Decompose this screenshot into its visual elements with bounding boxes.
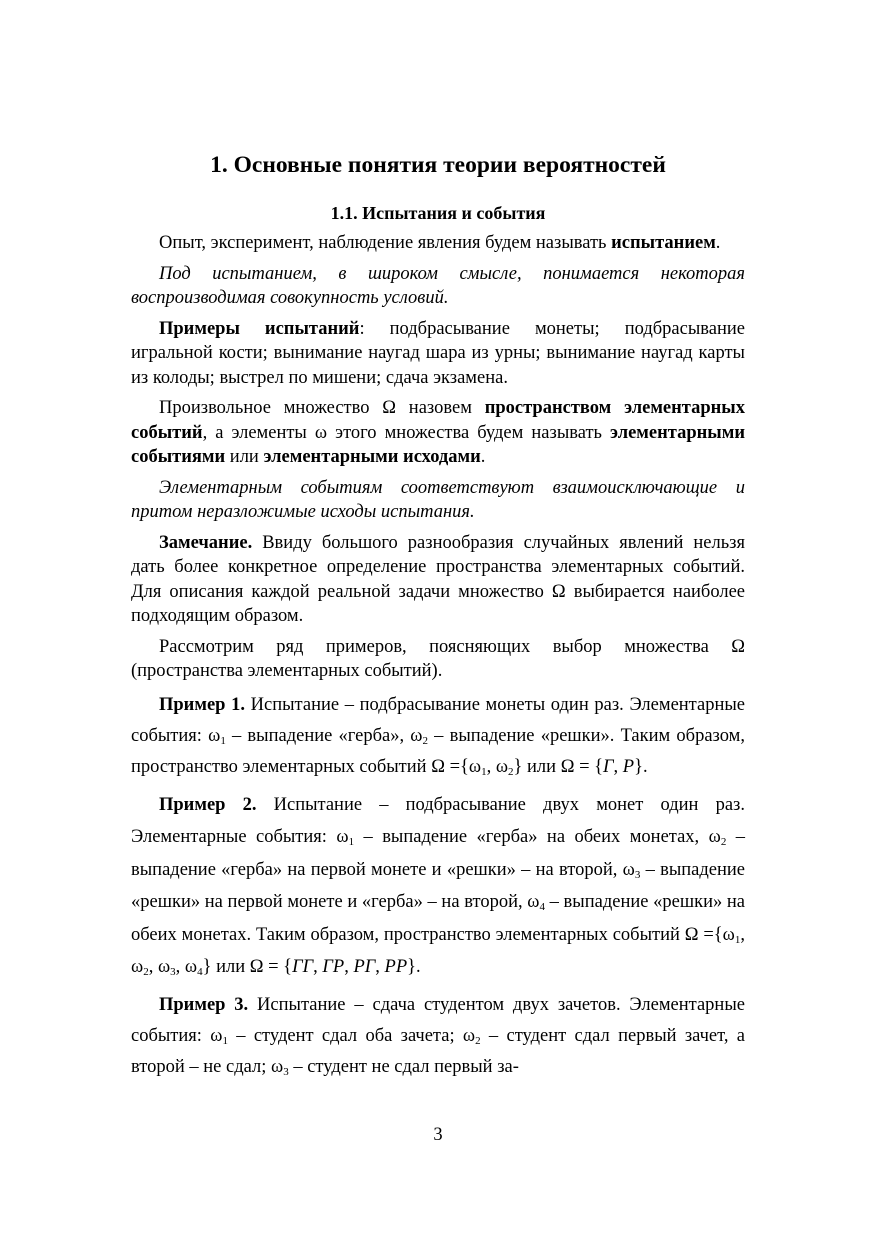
example-1-lead: Пример 1. — [159, 694, 245, 715]
omega-3: $\omega_3$ — [271, 1056, 289, 1078]
omega-4: $\omega_4$ — [527, 892, 545, 913]
examples-lead: Примеры испытаний — [159, 318, 360, 339]
term-elementary-events: элементарными событиями — [131, 422, 745, 467]
chapter-title: 1. Основные понятия теории вероятностей — [210, 152, 666, 178]
section-title: 1.1. Испытания и события — [330, 203, 546, 223]
term-elementary-outcomes: элементарными исходами — [263, 447, 481, 467]
paragraph-examples-intro: Рассмотрим ряд примеров, поясняющих выбор множества Ω (пространства элементарных событий). — [131, 636, 745, 681]
omega-2: $\omega_2$ — [462, 1025, 481, 1047]
term-sample-space: пространством элементарных событий — [131, 398, 745, 443]
example-2-lead: Пример 2. — [159, 794, 257, 815]
paragraph-test-definition: Опыт, эксперимент, наблюдение явления будем называть испытанием. — [159, 233, 721, 253]
omega-1: $\omega_1$ — [210, 1025, 228, 1047]
paragraph-remark: Замечание. Ввиду большого разнообразия случайных явлений нельзя дать более конкретное определение пространства элементарных событий. Для описания каждой реальной задачи множество Ω выбирается наиболее подходящим образом. — [131, 532, 745, 626]
paragraph-elementary-note: Элементарным событиям соответствуют взаимоисключающие и притом неразложимые исходы испытания. — [131, 477, 745, 522]
example-2: Пример 2. Испытание – подбрасывание двух монет один раз. Элементарные события: $\omega_1$ – выпадение «герба» на обеих монетах, $\omega_2$ – выпадение «герба» на первой монете и «решки» – на второй, $\omega_3$ – выпадение «решки» на первой монете и «герба» – на второй, $\omega_4$ – выпадение «решки» на обеих монетах. Таким образом, пространство элементарных событий $\Omega =\{\omega_1$, $\omega_2$, $\omega_3$, $\omega_4$} или Ω = {ГГ, ГР, РГ, РР}. — [131, 794, 746, 978]
paragraph-test-broad: Под испытанием, в широком смысле, понимается некоторая воспроизводимая совокупность условий. — [131, 263, 745, 308]
remark-lead: Замечание. — [159, 532, 253, 553]
page-body — [131, 150, 745, 1089]
omega-2: $\omega_2$ — [410, 725, 428, 747]
paragraph-sample-space: Произвольное множество Ω назовем пространством элементарных событий, а элементы ω этого множества будем называть элементарными событиями или элементарными исходами. — [131, 398, 745, 467]
example-3-lead: Пример 3. — [159, 994, 249, 1015]
sample-space-formula: $\Omega =\{\omega_1$, $\omega_2$, $\omega_3$, $\omega_4$} — [131, 924, 745, 978]
term-test: испытанием — [611, 233, 716, 253]
example-1: Пример 1. Испытание – подбрасывание монеты один раз. Элементарные события: $\omega_1$ – выпадение «герба», $\omega_2$ – выпадение «решки». Таким образом, пространство элементарных событий $\Omega =\{\omega_1$, $\omega_2$} или Ω = {Г, Р}. — [131, 694, 745, 778]
omega-1: $\omega_1$ — [336, 827, 355, 848]
example-3: Пример 3. Испытание – сдача студентом двух зачетов. Элементарные события: $\omega_1$ – студент сдал оба зачета; $\omega_2$ – студент сдал первый зачет, а второй – не сдал; $\omega_3$ – студент не сдал первый за- — [131, 994, 745, 1078]
page-number: 3 — [433, 1125, 443, 1145]
sample-space-formula: $\Omega =\{\omega_1$, $\omega_2$} — [431, 756, 523, 778]
paragraph-test-examples: Примеры испытаний: подбрасывание монеты; подбрасывание игральной кости; вынимание наугад шара из урны; вынимание наугад карты из колоды; выстрел по мишени; сдача экзамена. — [131, 318, 745, 388]
omega-1: $\omega_1$ — [208, 725, 226, 747]
omega-3: $\omega_3$ — [622, 859, 641, 881]
omega-2: $\omega_2$ — [708, 827, 727, 848]
